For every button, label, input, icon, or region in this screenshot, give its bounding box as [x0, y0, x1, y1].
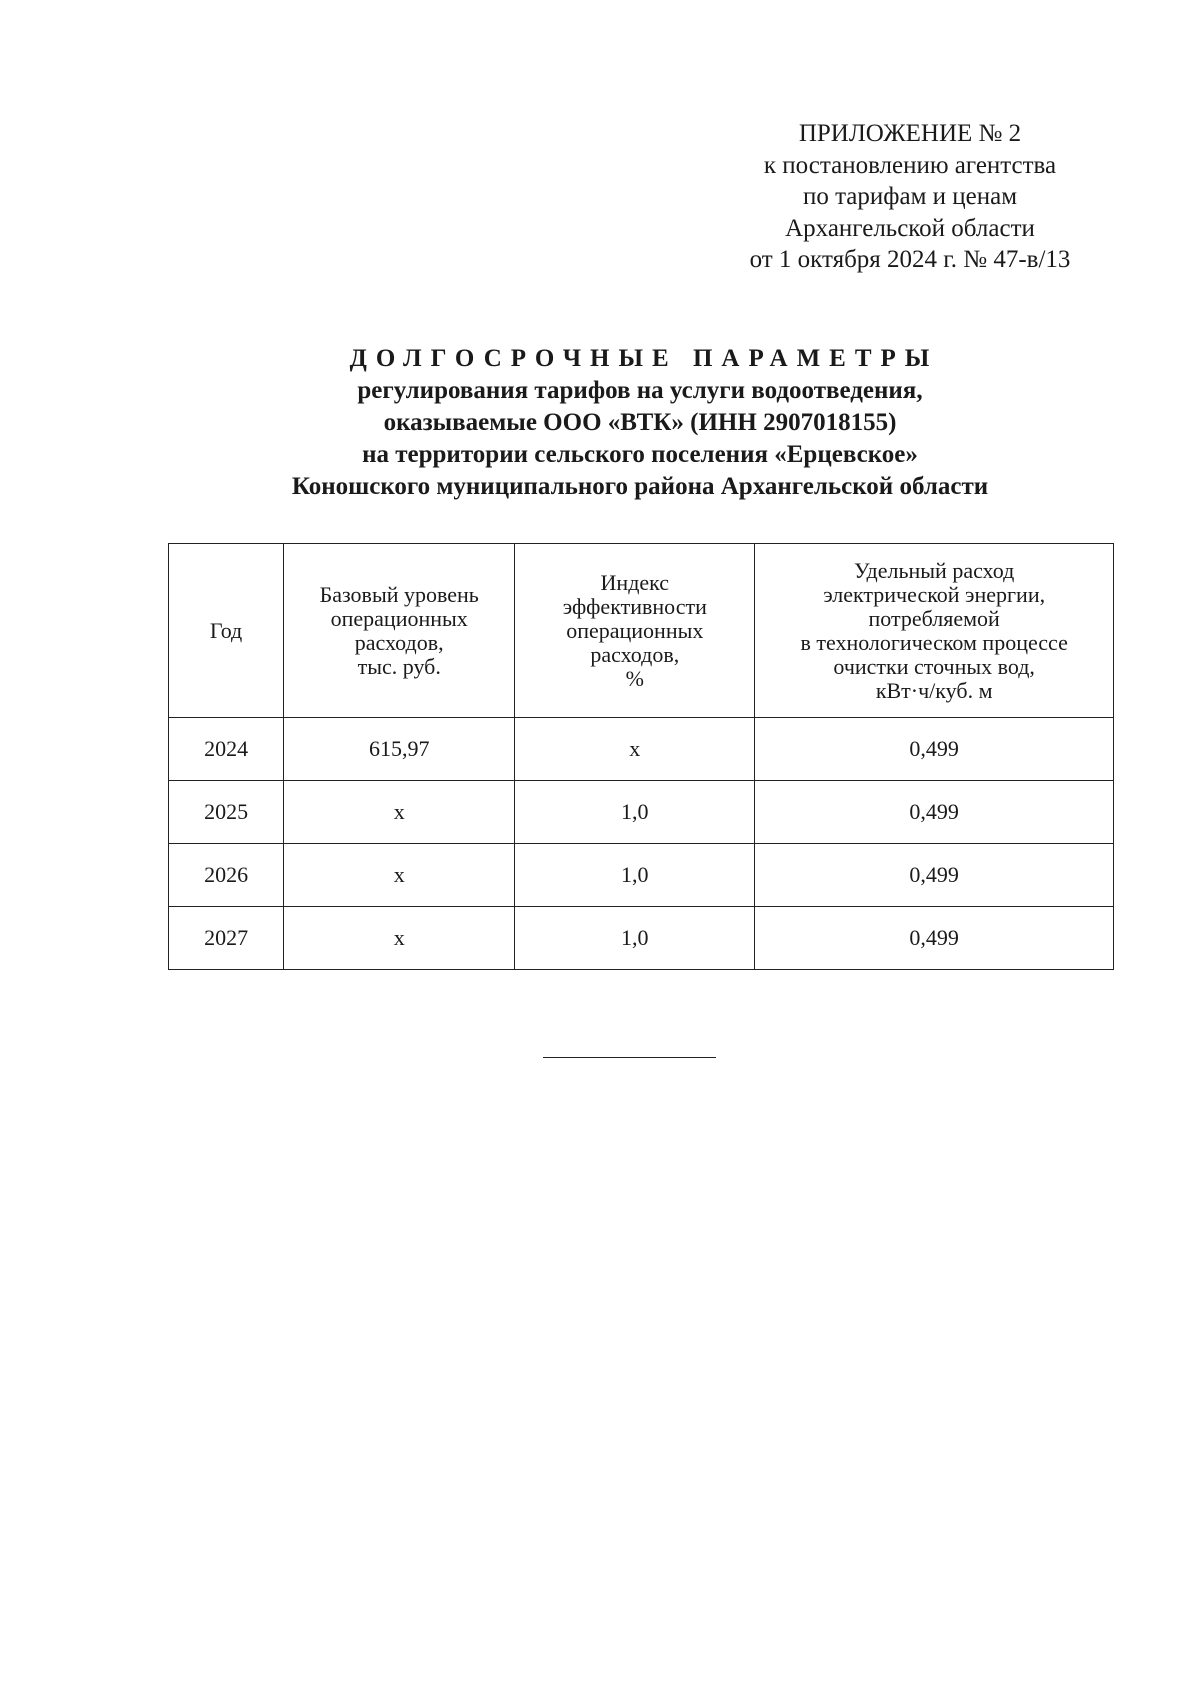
cell-year: 2025 — [169, 781, 284, 844]
cell-base-level: x — [284, 907, 515, 970]
header-line: операционных — [566, 617, 704, 643]
appendix-date-line: от 1 октября 2024 г. № 47-в/13 — [749, 246, 1071, 273]
header-base-level — [284, 544, 515, 718]
table-row — [169, 844, 1114, 907]
cell-base-level: 615,97 — [284, 718, 515, 781]
header-efficiency-index — [515, 544, 755, 718]
cell-base-level: x — [284, 844, 515, 907]
header-line: тыс. руб. — [357, 653, 441, 679]
header-line: электрической энергии, — [823, 581, 1046, 607]
header-line: % — [625, 665, 644, 691]
appendix-agency-line: по тарифам и ценам — [802, 183, 1018, 210]
parameters-table — [168, 543, 1114, 970]
table-row — [169, 718, 1114, 781]
header-line: Базовый уровень — [319, 581, 479, 607]
table-row — [169, 781, 1114, 844]
table-row — [169, 907, 1114, 970]
header-line: операционных — [330, 605, 468, 631]
header-line: Индекс — [600, 569, 670, 595]
header-line: эффективности — [562, 593, 707, 619]
appendix-number: ПРИЛОЖЕНИЕ № 2 — [798, 120, 1022, 147]
cell-energy-rate: 0,499 — [755, 844, 1114, 907]
header-line: Удельный расход — [854, 557, 1015, 583]
header-line: потребляемой — [868, 605, 1000, 631]
title-subtitle-line: на территории сельского поселения «Ерцевское» — [362, 441, 918, 468]
header-energy-rate — [755, 544, 1114, 718]
header-year — [169, 544, 284, 718]
cell-year: 2027 — [169, 907, 284, 970]
cell-efficiency-index: 1,0 — [515, 844, 755, 907]
cell-year: 2024 — [169, 718, 284, 781]
title-subtitle-line: регулирования тарифов на услуги водоотведения, — [357, 377, 923, 404]
end-divider — [543, 1057, 716, 1058]
title-subtitle-line: Коношского муниципального района Архангельской области — [291, 473, 989, 500]
appendix-resolution-line: к постановлению агентства — [763, 151, 1057, 179]
cell-energy-rate: 0,499 — [755, 781, 1114, 844]
document-title — [150, 343, 1130, 503]
header-line: расходов, — [354, 629, 444, 655]
cell-year: 2026 — [169, 844, 284, 907]
header-line: кВт·ч/куб. м — [875, 677, 993, 703]
appendix-region-line: Архангельской области — [785, 214, 1035, 242]
header-line: очистки сточных вод, — [833, 653, 1035, 679]
cell-base-level: x — [284, 781, 515, 844]
title-subtitle-line: оказываемые ООО «ВТК» (ИНН 2907018155) — [383, 409, 897, 436]
header-line: Год — [209, 617, 243, 643]
cell-efficiency-index: 1,0 — [515, 781, 755, 844]
cell-energy-rate: 0,499 — [755, 718, 1114, 781]
cell-energy-rate: 0,499 — [755, 907, 1114, 970]
header-line: в технологическом процессе — [800, 629, 1068, 655]
title-heading: ДОЛГОСРОЧНЫЕ ПАРАМЕТРЫ — [349, 345, 939, 372]
cell-efficiency-index: 1,0 — [515, 907, 755, 970]
cell-efficiency-index: x — [515, 718, 755, 781]
appendix-block — [700, 118, 1120, 276]
header-line: расходов, — [590, 641, 680, 667]
table-header-row — [169, 544, 1114, 718]
